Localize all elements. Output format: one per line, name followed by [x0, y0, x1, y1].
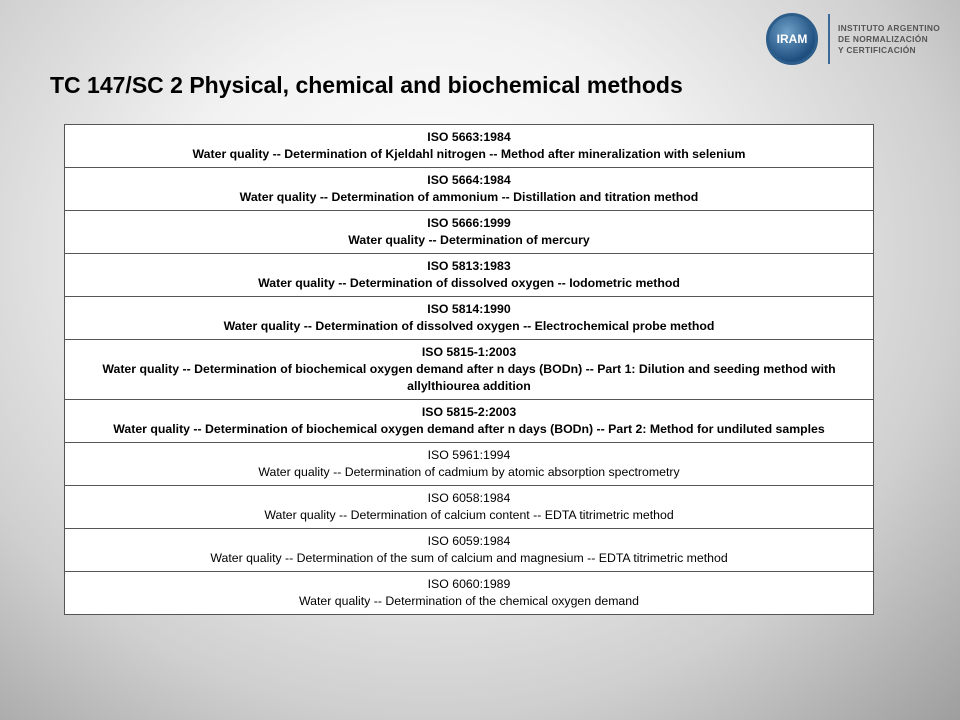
standard-title: Water quality -- Determination of Kjeldahl nitrogen -- Method after mineralization with selenium — [192, 147, 746, 161]
table-row — [65, 486, 874, 529]
logo-line-1: INSTITUTO ARGENTINO — [838, 22, 941, 33]
standard-code: ISO 6060:1989 — [427, 577, 511, 591]
standard-code: ISO 6058:1984 — [427, 491, 511, 505]
standard-title: Water quality -- Determination of mercury — [348, 233, 590, 247]
table-row — [65, 340, 874, 400]
standard-title: Water quality -- Determination of ammonium -- Distillation and titration method — [239, 190, 699, 204]
standard-cell — [65, 529, 874, 572]
logo-divider — [828, 14, 830, 64]
standard-cell — [65, 486, 874, 529]
standard-code: ISO 5961:1994 — [427, 448, 511, 462]
standard-code: ISO 6059:1984 — [427, 534, 511, 548]
logo-line-3: Y CERTIFICACIÓN — [838, 44, 916, 55]
standard-cell — [65, 297, 874, 340]
standard-cell — [65, 168, 874, 211]
page-title: TC 147/SC 2 Physical, chemical and biochemical methods — [50, 72, 683, 98]
standard-code: ISO 5663:1984 — [427, 130, 511, 144]
table-row — [65, 443, 874, 486]
table-row — [65, 400, 874, 443]
standard-cell — [65, 254, 874, 297]
standard-cell — [65, 443, 874, 486]
iram-seal-icon: IRAM — [766, 13, 818, 65]
standard-code: ISO 5814:1990 — [427, 302, 511, 316]
standard-title: Water quality -- Determination of cadmium by atomic absorption spectrometry — [258, 465, 680, 479]
table-row — [65, 211, 874, 254]
standards-table-body — [65, 125, 874, 615]
standard-code: ISO 5815-2:2003 — [421, 405, 517, 419]
table-row — [65, 297, 874, 340]
standard-cell — [65, 400, 874, 443]
standard-code: ISO 5664:1984 — [427, 173, 511, 187]
table-row — [65, 572, 874, 615]
standard-code: ISO 5813:1983 — [427, 259, 511, 273]
logo-line-2: DE NORMALIZACIÓN — [838, 33, 928, 44]
standard-title: Water quality -- Determination of the sum of calcium and magnesium -- EDTA titrimetric method — [210, 551, 728, 565]
standard-cell — [65, 340, 874, 400]
standards-table — [64, 124, 874, 615]
standard-title: Water quality -- Determination of the chemical oxygen demand — [299, 594, 639, 608]
logo-text — [838, 23, 940, 56]
standard-title: Water quality -- Determination of dissolved oxygen -- Electrochemical probe method — [223, 319, 715, 333]
standard-cell — [65, 125, 874, 168]
iram-logo — [766, 10, 956, 68]
standard-code: ISO 5815-1:2003 — [421, 345, 517, 359]
table-row — [65, 168, 874, 211]
standard-code: ISO 5666:1999 — [427, 216, 511, 230]
standard-title: Water quality -- Determination of dissolved oxygen -- Iodometric method — [258, 276, 680, 290]
standard-title: Water quality -- Determination of biochemical oxygen demand after n days (BODn) -- Part 2: Method for undiluted samples — [113, 422, 825, 436]
standard-cell — [65, 572, 874, 615]
table-row — [65, 529, 874, 572]
standard-title: Water quality -- Determination of biochemical oxygen demand after n days (BODn) -- Part 1: Dilution and seeding method with allylthiourea addition — [102, 362, 836, 393]
standard-cell — [65, 211, 874, 254]
table-row — [65, 125, 874, 168]
standard-title: Water quality -- Determination of calcium content -- EDTA titrimetric method — [264, 508, 674, 522]
table-row — [65, 254, 874, 297]
